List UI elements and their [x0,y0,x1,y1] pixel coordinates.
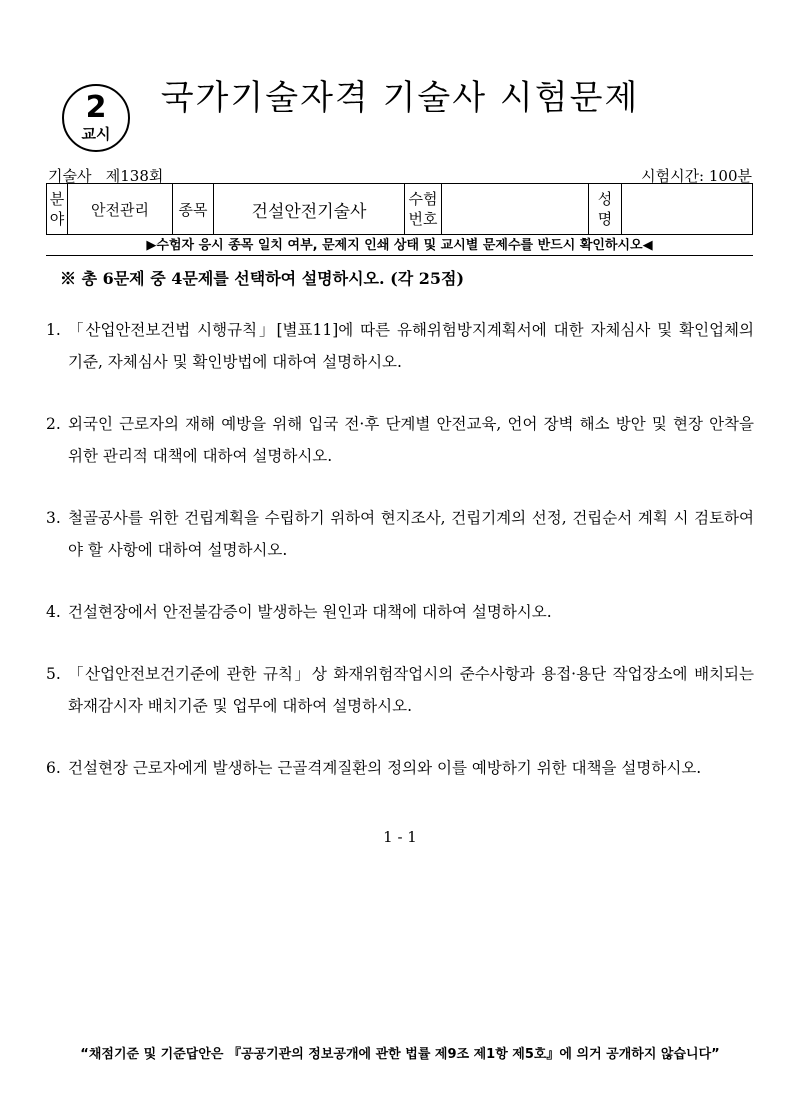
name-field[interactable] [622,184,753,235]
question-number: 4. [46,603,61,621]
field-label-line1: 분 [49,190,65,208]
question-item [46,314,754,378]
field-label-cell [47,184,68,235]
exam-number-label-cell [405,184,442,235]
question-text: 「산업안전보건기준에 관한 규칙」상 화재위험작업시의 준수사항과 용접·용단 작업장소에 배치되는 화재감시자 배치기준 및 업무에 대하여 설명하시오. [68,665,754,715]
question-text: 건설현장 근로자에게 발생하는 근골격계질환의 정의와 이를 예방하기 위한 대책을 설명하시오. [68,759,702,777]
name-label-line2: 명 [597,210,613,228]
page-number: 1 - 1 [383,828,417,846]
question-text: 외국인 근로자의 재해 예방을 위해 입국 전·후 단계별 안전교육, 언어 장벽 해소 방안 및 현장 안착을 위한 관리적 대책에 대하여 설명하시오. [68,415,754,465]
question-item [46,658,754,722]
question-item [46,752,754,784]
field-value: 안전관리 [68,184,173,235]
name-label-cell [589,184,622,235]
question-list [46,314,754,784]
question-number: 1. [46,321,61,339]
question-number: 5. [46,665,61,683]
exam-info-table [46,183,753,235]
question-item [46,596,754,628]
question-number: 2. [46,415,61,433]
page-title: 국가기술자격 기술사 시험문제 [160,78,640,118]
exam-number-label-line2: 번호 [408,210,438,228]
category-value: 건설안전기술사 [214,184,405,235]
exam-number-field[interactable] [442,184,589,235]
question-item [46,502,754,566]
exam-number-label-line1: 수험 [408,190,438,208]
question-text: 철골공사를 위한 건립계획을 수립하기 위하여 현지조사, 건립기계의 선정, 건립순서 계획 시 검토하여야 할 사항에 대하여 설명하시오. [68,509,754,559]
field-label-line2: 야 [49,210,65,228]
exam-session: 기술사 제138회 [48,167,164,185]
question-number: 6. [46,759,61,777]
notice-line: ▶수험자 응시 종목 일치 여부, 문제지 인쇄 상태 및 교시별 문제수를 반드시 확인하시오◀ [46,236,753,256]
question-item [46,408,754,472]
period-number: 2 [85,90,107,125]
footer-note: “채점기준 및 기준답안은 『공공기관의 정보공개에 관한 법률 제9조 제1항 제5호』에 의거 공개하지 않습니다” [80,1047,720,1062]
period-label: 교시 [81,125,111,143]
question-text: 「산업안전보건법 시행규칙」[별표11]에 따른 유해위험방지계획서에 대한 자체심사 및 확인업체의 기준, 자체심사 및 확인방법에 대하여 설명하시오. [68,321,754,371]
question-text: 건설현장에서 안전불감증이 발생하는 원인과 대책에 대하여 설명하시오. [68,603,552,621]
instruction: ※ 총 6문제 중 4문제를 선택하여 설명하시오. (각 25점) [60,269,465,288]
name-label-line1: 성 [597,190,613,208]
category-label: 종목 [173,184,214,235]
question-number: 3. [46,509,61,527]
exam-time: 시험시간: 100분 [641,167,752,185]
